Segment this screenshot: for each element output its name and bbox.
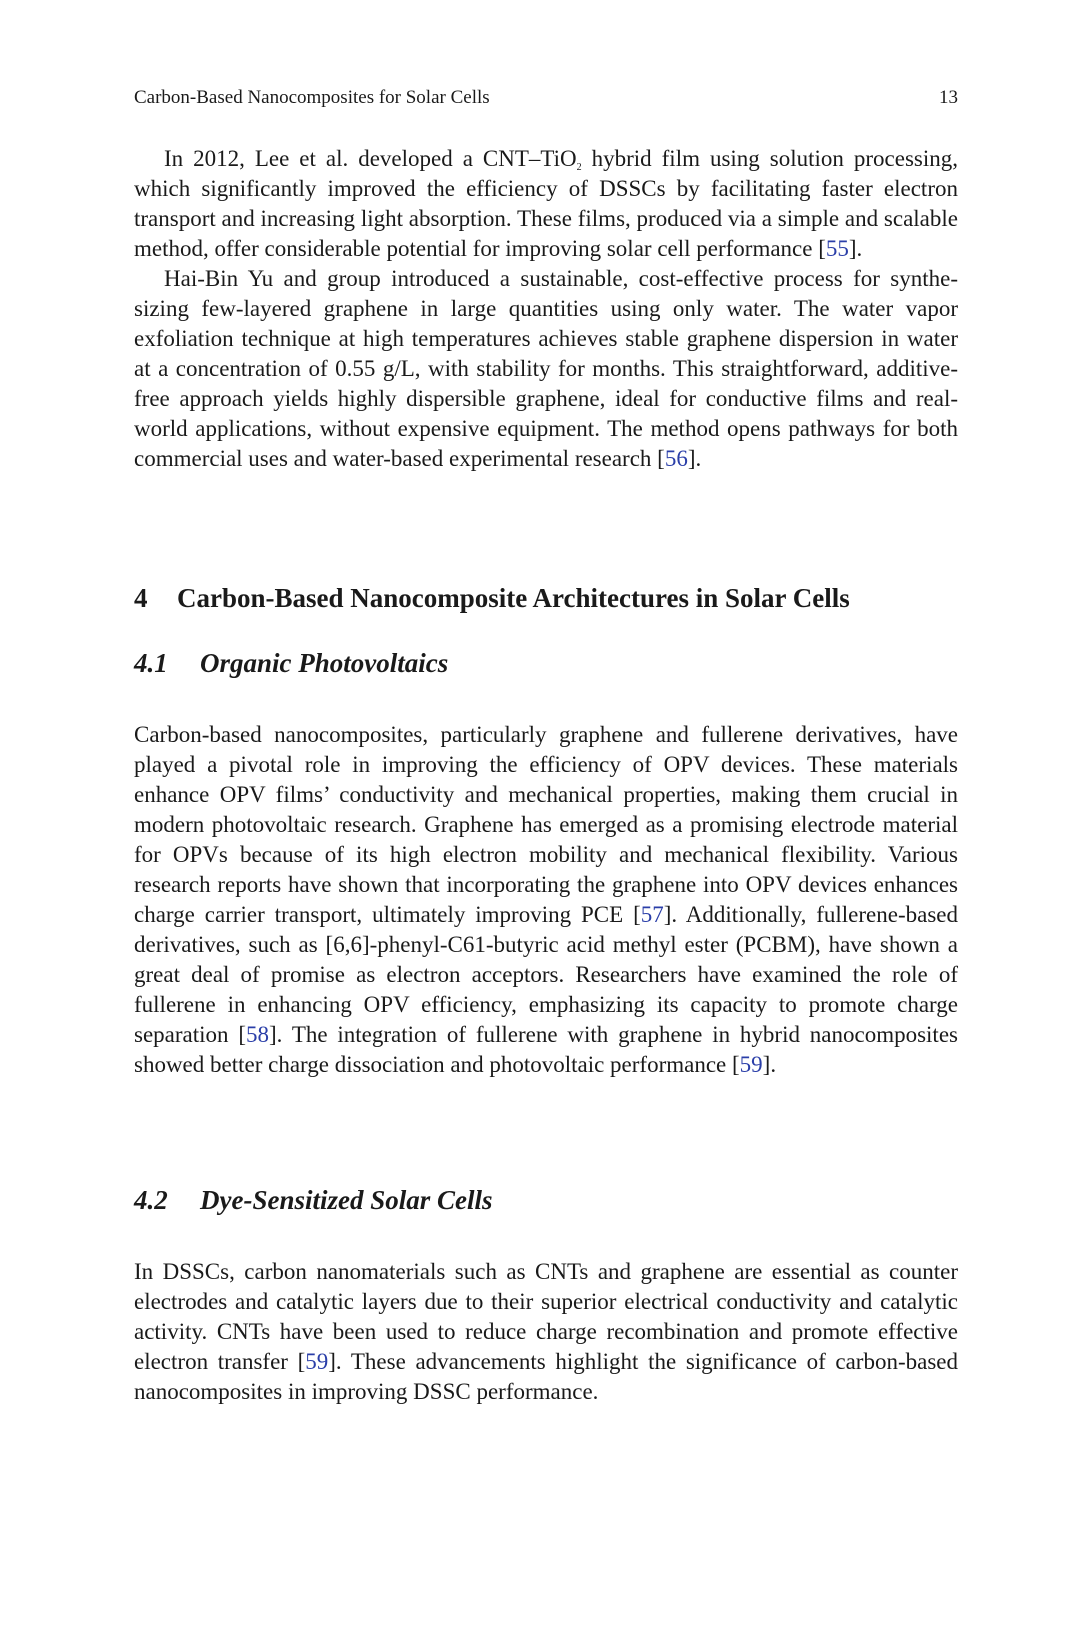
page-number: 13 [939,87,958,108]
section-4-2-body [134,1257,958,1407]
citation-link[interactable]: 55 [825,236,849,261]
section-title: Organic Photovoltaics [200,648,449,678]
section-number: 4.1 [134,648,168,678]
section-title: Dye-Sensitized Solar Cells [200,1185,493,1215]
citation-link[interactable]: 56 [664,446,688,471]
paragraph-text: In 2012, Lee et al. developed a CNT–TiO [164,146,577,171]
subscript: 2 [576,162,582,173]
section-number: 4 [134,583,148,613]
paragraph-text: ]. [687,446,702,471]
paragraph-text: In DSSCs, carbon nanomaterials such as CNTs and graphene are essential as counter electrodes and catalytic layers due to their superior electrical conductivity and catalytic activity. CNTs have been used to reduce charge recombination and promote effective electron transfer [ [134,1259,958,1374]
citation-link[interactable]: 59 [739,1052,763,1077]
citation-link[interactable]: 57 [640,902,664,927]
citation-link[interactable]: 59 [305,1349,329,1374]
running-head-title: Carbon-Based Nanocomposites for Solar Cells [134,87,490,108]
paragraph-opv [134,720,958,1080]
section-heading-4-2 [134,1183,493,1217]
section-number: 4.2 [134,1185,168,1215]
paragraph-text: hybrid film using solution processing, which significantly improved the efficiency of DSSCs by facilitating faster electron transport and increasing light absorption. These films, produced via a simple and scalable method, offer considerable potential for improving solar cell performance [ [134,146,958,261]
section-title: Carbon-Based Nanocomposite Architectures in Solar Cells [177,583,850,613]
paragraph-text: ]. The integration of fullerene with graphene in hybrid nanocomposites showed better charge dissociation and photovoltaic performance [ [134,1022,958,1077]
paragraph-text: ]. These advancements highlight the significance of carbon-based nanocomposites in improving DSSC performance. [134,1349,958,1404]
paragraph-text: ]. [762,1052,777,1077]
paragraph-hai-bin-yu [134,264,958,474]
intro-paragraphs [134,144,958,474]
section-4-1-body [134,720,958,1080]
citation-link[interactable]: 58 [246,1022,269,1047]
paragraph-lee-2012 [134,144,958,264]
paragraph-text: Carbon-based nanocomposites, particularly graphene and fullerene derivatives, have played a pivotal role in improving the efficiency of OPV devices. These materials enhance OPV films’ conductivity and mechanical properties, making them crucial in modern photovoltaic research. Graphene has emerged as a promising electrode material for OPVs because of its high electron mobility and mechanical flexibility. Various research reports have shown that incorporating the graphene into OPV devices enhances charge carrier transport, ultimately improving PCE [ [134,722,958,927]
paragraph-text: ]. Additionally, fullerene-based derivatives, such as [6,6]-phenyl-C61-butyric acid methyl ester (PCBM), have shown a great deal of promise as electron acceptors. Researchers have examined the role of fullerene in enhancing OPV efficiency, emphasizing its capacity to promote charge separation [ [134,902,958,1047]
paragraph-dssc [134,1257,958,1407]
paragraph-text: Hai-Bin Yu and group introduced a sustainable, cost-effective process for synthesizing few-layered graphene in large quantities using only water. The water vapor exfoliation technique at high temperatures achieves stable graphene dispersion in water at a concentration of 0.55 g/L, with stability for months. This straightforward, additive-free approach yields highly dispersible graphene, ideal for conductive films and real-world applications, without expensive equipment. The method opens pathways for both commercial uses and water-based experimental research [ [134,266,958,471]
section-heading-4 [134,581,850,615]
paragraph-text: ]. [848,236,863,261]
section-heading-4-1 [134,646,448,680]
